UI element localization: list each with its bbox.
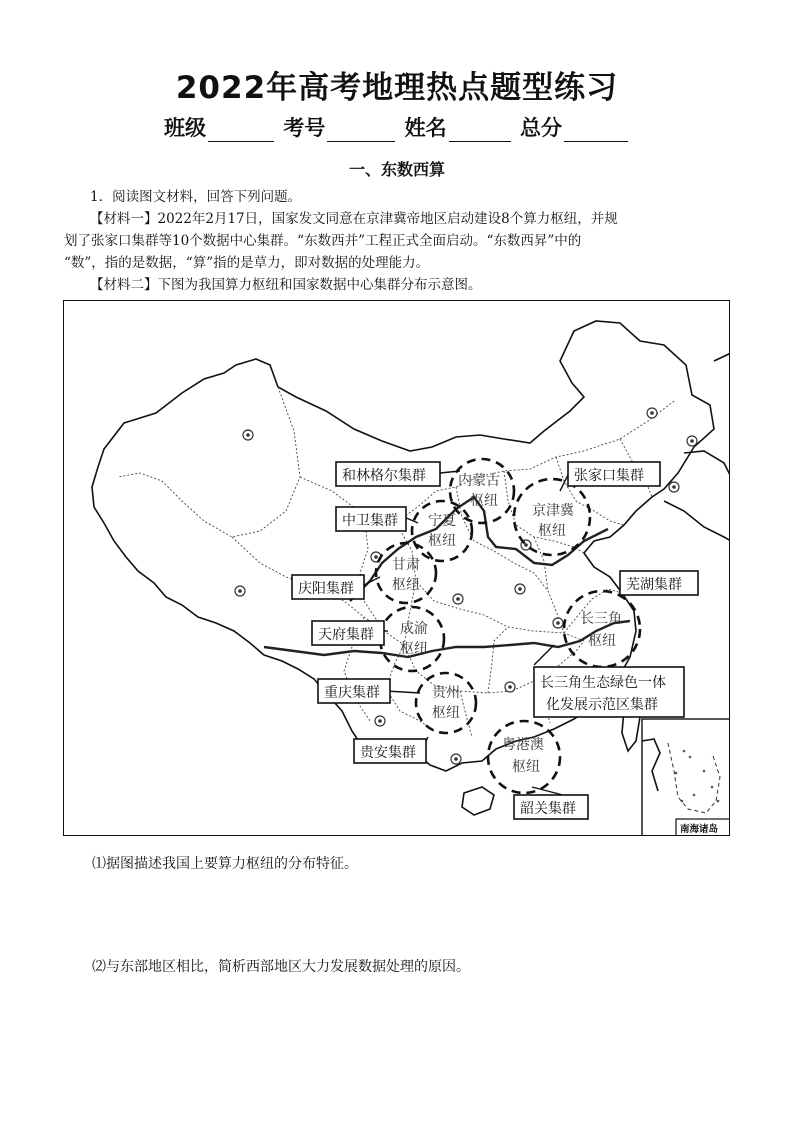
gansu-hub-circle (376, 543, 436, 603)
japan-coast (714, 353, 730, 361)
ningxia-hub-label-2: 枢纽 (428, 533, 456, 549)
province-border (488, 627, 508, 693)
exam-no-field-label: 考号 (283, 116, 326, 140)
ningxia-hub-label-1: 宁夏 (428, 513, 456, 529)
cluster-yrd (534, 667, 684, 717)
hainan-island (462, 787, 494, 815)
chengyu-hub-label-2: 枢纽 (400, 641, 428, 657)
cluster-chongqing-label: 重庆集群 (324, 685, 380, 701)
cluster-wuhu (620, 571, 698, 595)
cluster-chongqing (318, 679, 390, 703)
yuegangao-hub-label-1: 粤港澳 (502, 737, 544, 753)
china-map-svg (64, 301, 730, 836)
material1-line3: “数”，指的是数据，“算”指的是草力，即对数据的处理能力。 (64, 255, 430, 271)
chengyu-hub-circle (380, 607, 444, 671)
cluster-guian-label: 贵安集群 (360, 745, 416, 761)
cluster-qingyang (292, 575, 364, 599)
question-intro: 1．阅读图文材料，回答下列问题。 (90, 189, 302, 205)
subquestion-2: ⑵与东部地区相比，简析西部地区大力发展数据处理的原因。 (92, 959, 470, 975)
cluster-helinger-label: 和林格尔集群 (342, 468, 426, 484)
cluster-yrd-label-2: 化发展示范区集群 (546, 697, 658, 713)
cluster-shaoguan (514, 795, 588, 819)
china-map (63, 300, 730, 836)
page-title: 2022年高考地理热点题型练习 (175, 70, 619, 106)
cluster-zhongwei (336, 507, 406, 531)
province-border (386, 645, 434, 731)
cluster-helinger (336, 462, 440, 486)
south-china-sea-inset (642, 719, 730, 836)
province-border (460, 691, 472, 737)
korea-coast (684, 451, 730, 477)
material1-line2: 划了张家口集群等10个数据中心集群。“东数西并”工程正式全面启动。“东数西昇”中的 (64, 233, 582, 249)
jingjinji-hub-label-2: 枢纽 (538, 523, 566, 539)
cluster-tianfu-label: 天府集群 (318, 627, 374, 643)
name-field-label: 姓名 (404, 116, 447, 140)
province-border (360, 515, 384, 631)
name-field-blank[interactable] (449, 121, 511, 142)
changsanjiao-hub-label-2: 枢纽 (588, 633, 616, 649)
cluster-zhangjiakou-label: 张家口集群 (574, 468, 644, 484)
class-field-blank[interactable] (208, 121, 274, 142)
score-field-label: 总分 (519, 116, 562, 140)
material2-line: 【材料二】下图为我国算力枢纽和国家数据中心集群分布示意图。 (90, 277, 482, 293)
section-title: 一、东数西算 (348, 160, 445, 179)
student-info-line (0, 112, 794, 142)
chengyu-hub-label-1: 成渝 (400, 621, 428, 637)
cluster-wuhu-label: 芜湖集群 (626, 577, 682, 593)
cluster-shaoguan-label: 韶关集群 (520, 801, 576, 817)
neimenggu-hub-label-1: 内蒙古 (458, 473, 500, 489)
province-border (118, 387, 300, 537)
sea-coast-east (664, 501, 730, 541)
class-field-label: 班级 (164, 116, 207, 140)
neimenggu-hub-circle (450, 459, 514, 523)
hub-labels (392, 472, 622, 775)
guizhou-hub-circle (416, 673, 476, 733)
jingjinji-hub-label-1: 京津冀 (532, 503, 574, 519)
cluster-tianfu (312, 621, 384, 645)
cluster-guian (354, 739, 426, 763)
yuegangao-hub-circle (488, 721, 560, 793)
material1-line1: 【材料一】2022年2月17日，国家发文同意在京津冀帝地区启动建设8个算力枢纽，并规 (90, 211, 618, 227)
neimenggu-hub-label-2: 枢纽 (470, 493, 498, 509)
exam-no-field-blank[interactable] (327, 121, 395, 142)
guizhou-hub-label-1: 贵州 (432, 685, 460, 701)
cluster-qingyang-label: 庆阳集群 (298, 581, 354, 597)
gansu-hub-label-1: 甘肃 (392, 557, 420, 573)
changsanjiao-hub-label-1: 长三角 (580, 611, 622, 627)
yuegangao-hub-label-2: 枢纽 (512, 759, 540, 775)
cluster-zhangjiakou (568, 462, 660, 486)
ningxia-hub-circle (412, 501, 472, 561)
gansu-hub-label-2: 枢纽 (392, 577, 420, 593)
cluster-yrd-label-1: 长三角生态绿色一体 (540, 675, 666, 691)
cluster-zhongwei-label: 中卫集群 (342, 513, 398, 529)
inset-label: 南海诸岛 (680, 824, 719, 835)
guizhou-hub-label-2: 枢纽 (432, 705, 460, 721)
score-field-blank[interactable] (564, 121, 628, 142)
subquestion-1: ⑴据图描述我国上要算力枢纽的分布特征。 (92, 856, 358, 872)
